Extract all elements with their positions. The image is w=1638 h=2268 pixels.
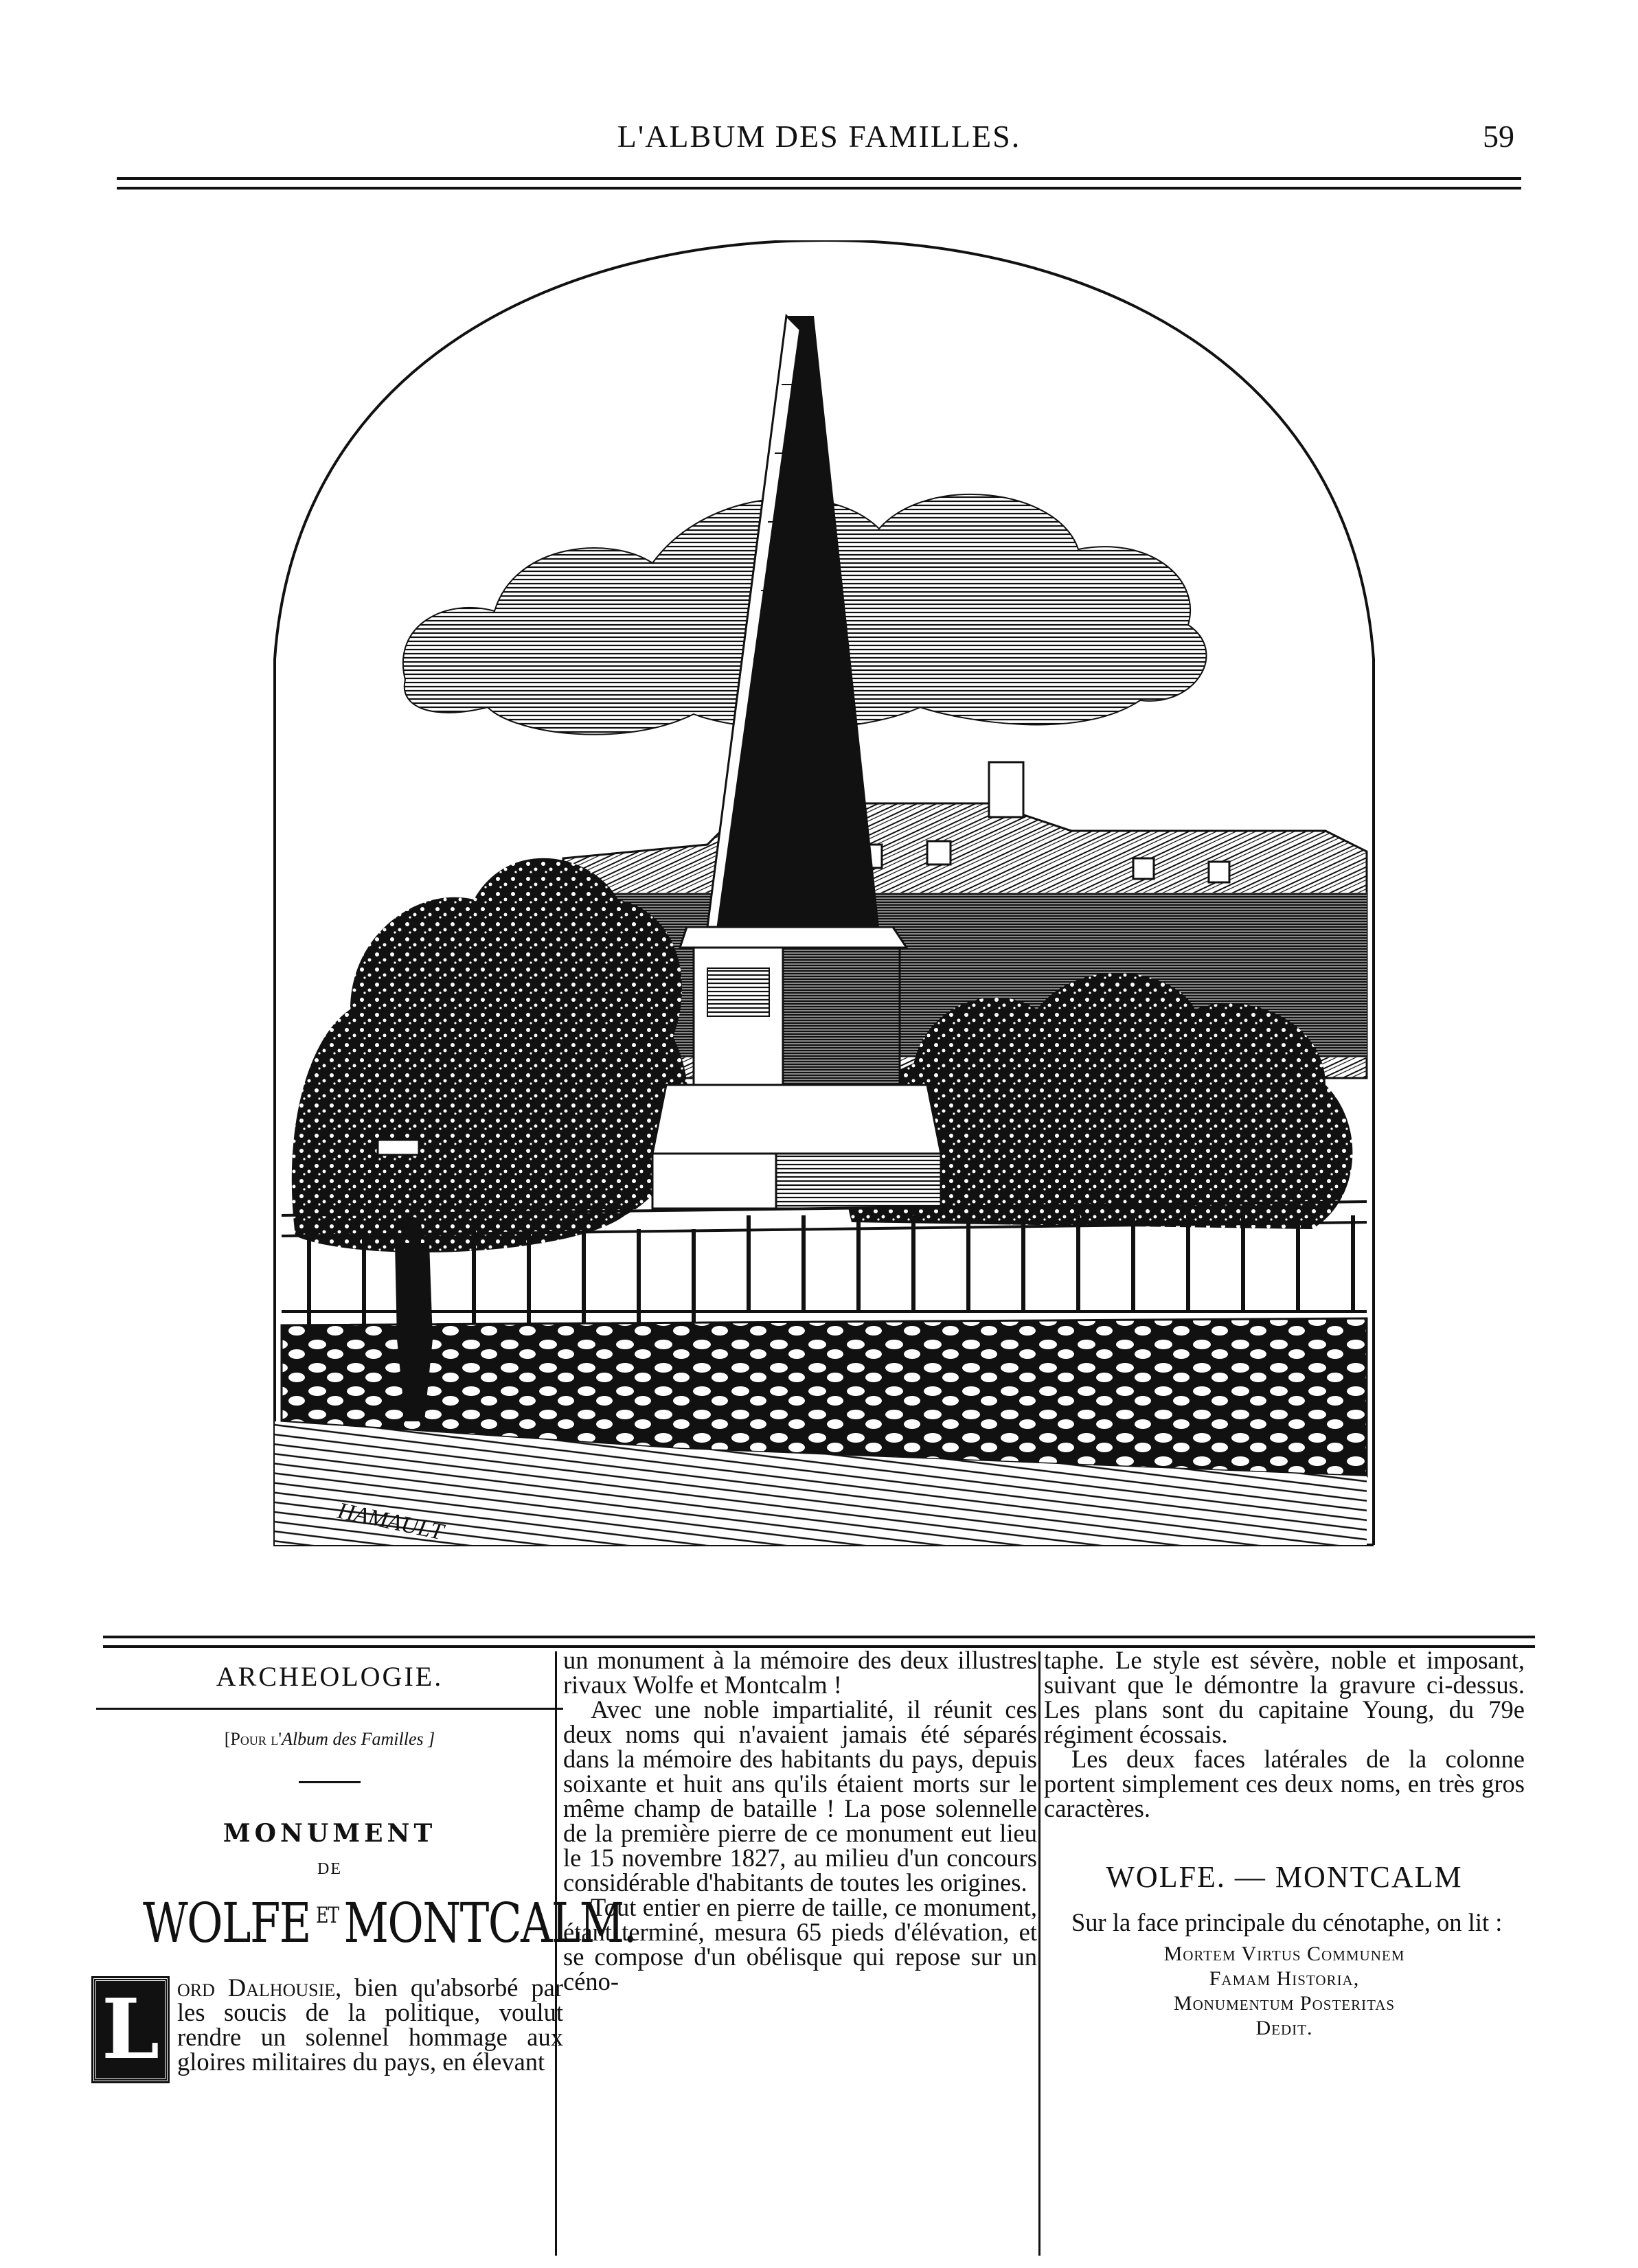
lead-text: bien qu'absorbé par les soucis de la politique, voulut rendre un solennel hommage aux gloires militaires du pays, en élevant [177, 1973, 563, 2076]
headline-wolfe: WOLFE [143, 1891, 310, 1955]
paragraph: taphe. Le style est sévère, noble et imposant, suivant que le démontre la gravure ci-dessus. Les plans sont du capitaine Young, du 79e régiment écossais. [1044, 1646, 1525, 1748]
inscription-line: Mortem Virtus Communem [1163, 1943, 1405, 1965]
obelisk [652, 316, 941, 1209]
column-2 [563, 1648, 1037, 1994]
credit-suffix: ] [428, 1729, 435, 1749]
inscription-line: Famam Historia, [1209, 1967, 1360, 1990]
running-head: L'ALBUM DES FAMILLES. [617, 119, 1021, 154]
headline-montcalm: MONTCALM. [343, 1891, 637, 1955]
trees-left [292, 858, 688, 1252]
label-de: DE [317, 1860, 342, 1878]
paragraph: Sur la face principale du cénotaphe, on lit : [1071, 1908, 1503, 1936]
page-number: 59 [1483, 119, 1514, 154]
lead-name: ord Dalhousie, [177, 1973, 342, 2002]
paragraph: un monument à la mémoire des deux illustres rivaux Wolfe et Montcalm ! [563, 1646, 1037, 1699]
paragraph: Tout entier en pierre de taille, ce monument, étant terminé, mesura 65 pieds d'élévation, et se compose d'un obélisque qui repose sur un céno- [563, 1893, 1037, 1995]
short-rule [299, 1781, 361, 1783]
header-rule [117, 177, 1521, 180]
mid-rule [103, 1636, 1535, 1638]
label-monument: MONUMENT [223, 1819, 437, 1848]
headline [143, 1891, 637, 1955]
headline-et: ET [315, 1902, 339, 1929]
column-1 [96, 1648, 637, 2081]
paragraph: Avec une noble impartialité, il réunit ces deux noms qui n'avaient jamais été séparés dans la mémoire des habitants du pays, depuis soixante et huit ans qu'ils étaient morts sur le même champ de bataille ! La pose solennelle de la première pierre de ce monument eut lieu le 15 novembre 1827, au milieu d'un concours considérable d'habitants de toutes les origines. [563, 1695, 1037, 1897]
lead-paragraph [96, 1973, 563, 2078]
credit-line [96, 1729, 563, 1750]
monument-engraving [268, 240, 1380, 1600]
column-3 [1044, 1648, 1525, 2041]
engraver-signature: HAMAULT [335, 1498, 446, 1546]
section-rule [96, 1708, 563, 1710]
credit-prefix: [Pour l' [224, 1729, 282, 1749]
paragraph: Les deux faces latérales de la colonne portent simplement ces deux noms, en très gros caractères. [1044, 1745, 1525, 1822]
column-separator [555, 1651, 557, 2256]
section-title: ARCHEOLOGIE. [216, 1661, 444, 1692]
street-sign [378, 1140, 419, 1155]
column-separator [1038, 1651, 1040, 2256]
dropcap-letter: L [93, 1978, 168, 2081]
inscription-heading: WOLFE. — MONTCALM [1106, 1860, 1463, 1894]
inscription-line: Monumentum Posteritas [1173, 1992, 1396, 2015]
credit-title: Album des Familles [282, 1729, 424, 1749]
inscription-line: Dedit. [1255, 2017, 1313, 2039]
inscription [1044, 1942, 1525, 2041]
